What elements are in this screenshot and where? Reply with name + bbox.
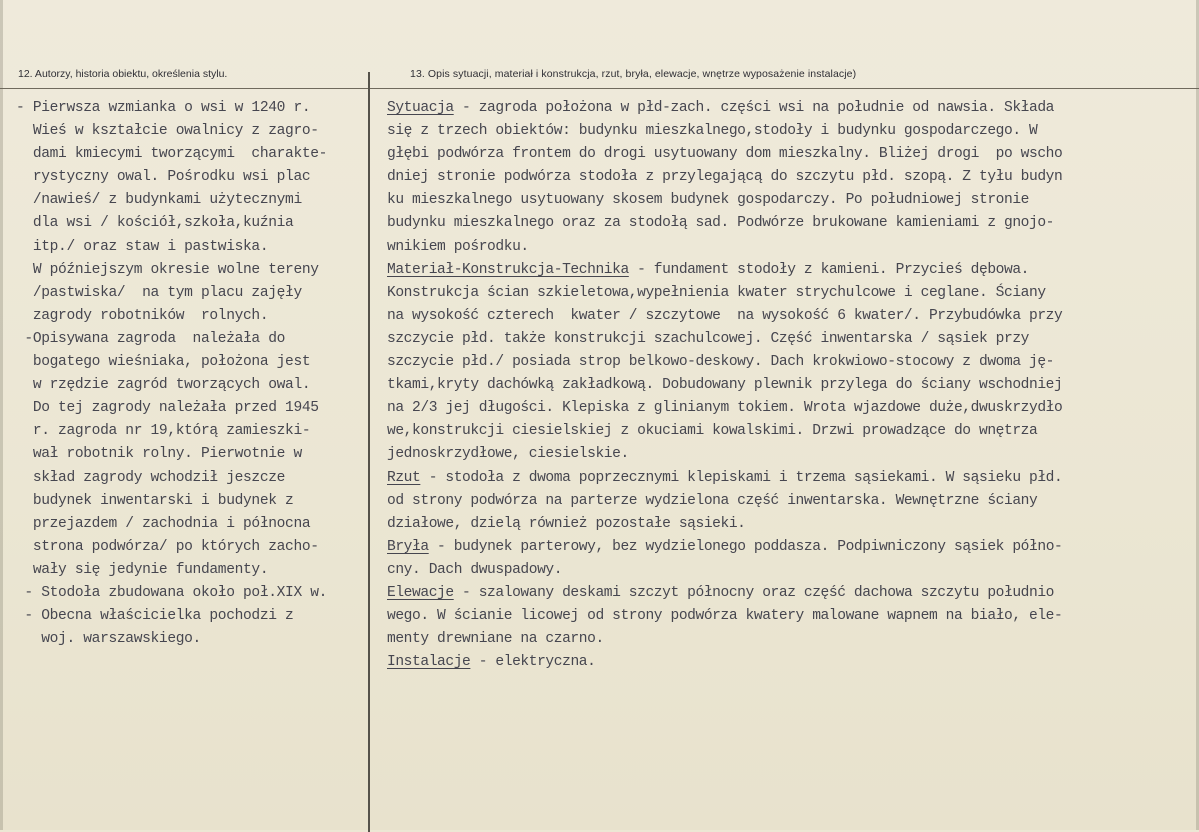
history-line: /nawieś/ z budynkami użytecznymi <box>16 192 302 209</box>
history-line: przejazdem / zachodnia i północna <box>16 515 311 532</box>
section-heading-material: Materiał-Konstrukcja-Technika <box>387 261 629 278</box>
section-material-line: Konstrukcja ścian szkieletowa,wypełnienia kwater strychulcowe i ceglane. Ściany <box>387 284 1046 301</box>
section-rzut-line: Rzut - stodoła z dwoma poprzecznymi klepiskami i trzema sąsiekami. W sąsieku płd. <box>387 469 1063 486</box>
history-line: W późniejszym okresie wolne tereny <box>16 261 319 278</box>
history-line: dla wsi / kościół,szkoła,kuźnia <box>16 215 294 232</box>
history-line: r. zagroda nr 19,którą zamieszki- <box>16 423 311 440</box>
section-sytuacja-line: wnikiem pośrodku. <box>387 238 529 255</box>
history-line: - Stodoła zbudowana około poł.XIX w. <box>16 584 328 601</box>
section-heading-instalacje: Instalacje <box>387 654 471 671</box>
history-line: woj. warszawskiego. <box>16 631 201 648</box>
section-material-line: na 2/3 jej długości. Klepiska z glinianym tokiem. Wrota wjazdowe duże,dwuskrzydło <box>387 400 1063 417</box>
column-divider <box>368 72 370 832</box>
history-line: zagrody robotników rolnych. <box>16 307 269 324</box>
history-line: wał robotnik rolny. Pierwotnie w <box>16 446 302 463</box>
history-line: wały się jedynie fundamenty. <box>16 561 269 578</box>
section-material-line: szczycie płd. także konstrukcji szachulcowej. Część inwentarska / sąsiek przy <box>387 330 1030 347</box>
history-line: - Pierwsza wzmianka o wsi w 1240 r. <box>16 100 311 116</box>
section-heading-bryla: Bryła <box>387 538 429 555</box>
section-rzut-line: od strony podwórza na parterze wydzielona część inwentarska. Wewnętrzne ściany <box>387 492 1038 509</box>
history-line: -Opisywana zagroda należała do <box>16 330 286 347</box>
section-bryla-line: cny. Dach dwuspadowy. <box>387 561 563 578</box>
history-line: Wieś w kształcie owalnicy z zagro- <box>16 123 319 140</box>
description-column <box>387 97 1195 674</box>
section-elewacje-line: menty drewniane na czarno. <box>387 631 604 648</box>
section-heading-rzut: Rzut <box>387 469 421 486</box>
section-material-line: Materiał-Konstrukcja-Technika - fundament stodoły z kamieni. Przycieś dębowa. <box>387 261 1030 278</box>
history-line: strona podwórza/ po których zacho- <box>16 538 319 555</box>
history-line: budynek inwentarski i budynek z <box>16 492 294 509</box>
history-line: dami kmiecymi tworzącymi charakte- <box>16 146 328 163</box>
left-edge-shadow <box>0 0 3 830</box>
section-heading-sytuacja: Sytuacja <box>387 100 454 116</box>
section-sytuacja-line: głębi podwórza frontem do drogi usytuowany dom mieszkalny. Bliżej drogi po wscho <box>387 146 1063 163</box>
section-sytuacja-line: dniej stronie podwórza stodoła z przylegającą do szczytu płd. szopą. Z tyłu budyn <box>387 169 1063 186</box>
history-line: itp./ oraz staw i pastwiska. <box>16 238 269 255</box>
history-line: - Obecna właścicielka pochodzi z <box>16 608 294 625</box>
history-line: Do tej zagrody należała przed 1945 <box>16 400 319 417</box>
header-rule <box>0 88 1199 89</box>
section-material-line: we,konstrukcji ciesielskiej z okuciami kowalskimi. Drzwi prowadzące do wnętrza <box>387 423 1038 440</box>
section-material-line: szczycie płd./ posiada strop belkowo-deskowy. Dach krokwiowo-stocowy z dwoma ję- <box>387 354 1055 371</box>
section-material-line: jednoskrzydłowe, ciesielskie. <box>387 446 629 463</box>
section-elewacje-line: Elewacje - szalowany deskami szczyt północny oraz część dachowa szczytu południo <box>387 584 1055 601</box>
history-line: /pastwiska/ na tym placu zajęły <box>16 284 302 301</box>
history-column <box>16 97 368 651</box>
section-rzut-line: działowe, dzielą również pozostałe sąsieki. <box>387 515 746 532</box>
section-material-line: na wysokość czterech kwater / szczytowe na wysokość 6 kwater/. Przybudówka przy <box>387 307 1063 324</box>
section-sytuacja-line: Sytuacja - zagroda położona w płd-zach. części wsi na południe od nawsia. Składa <box>387 100 1055 116</box>
section-sytuacja-line: się z trzech obiektów: budynku mieszkalnego,stodoły i budynku gospodarczego. W <box>387 123 1038 140</box>
history-line: rystyczny owal. Pośrodku wsi plac <box>16 169 311 186</box>
section-material-line: tkami,kryty dachówką zakładkową. Dobudowany plewnik przylega do ściany wschodniej <box>387 377 1063 394</box>
section-sytuacja-line: budynku mieszkalnego oraz za stodołą sad. Podwórze brukowane kamieniami z gnojo- <box>387 215 1055 232</box>
section-sytuacja-line: ku mieszkalnego usytuowany skosem budynek gospodarczy. Po południowej stronie <box>387 192 1030 209</box>
section-bryla-line: Bryła - budynek parterowy, bez wydzielonego poddasza. Podpiwniczony sąsiek półno- <box>387 538 1063 555</box>
section-elewacje-line: wego. W ścianie licowej od strony podwórza kwatery malowane wapnem na biało, ele- <box>387 608 1063 625</box>
history-line: skład zagrody wchodził jeszcze <box>16 469 286 486</box>
header-right-label: 13. Opis sytuacji, materiał i konstrukcja, rzut, bryła, elewacje, wnętrze wyposażenie instalacje) <box>410 68 857 80</box>
section-heading-elewacje: Elewacje <box>387 584 454 601</box>
header-left-label: 12. Autorzy, historia obiektu, określenia stylu. <box>18 68 228 80</box>
history-line: bogatego wieśniaka, położona jest <box>16 354 311 371</box>
history-line: w rzędzie zagród tworzących owal. <box>16 377 311 394</box>
section-instalacje-line: Instalacje - elektryczna. <box>387 654 596 671</box>
